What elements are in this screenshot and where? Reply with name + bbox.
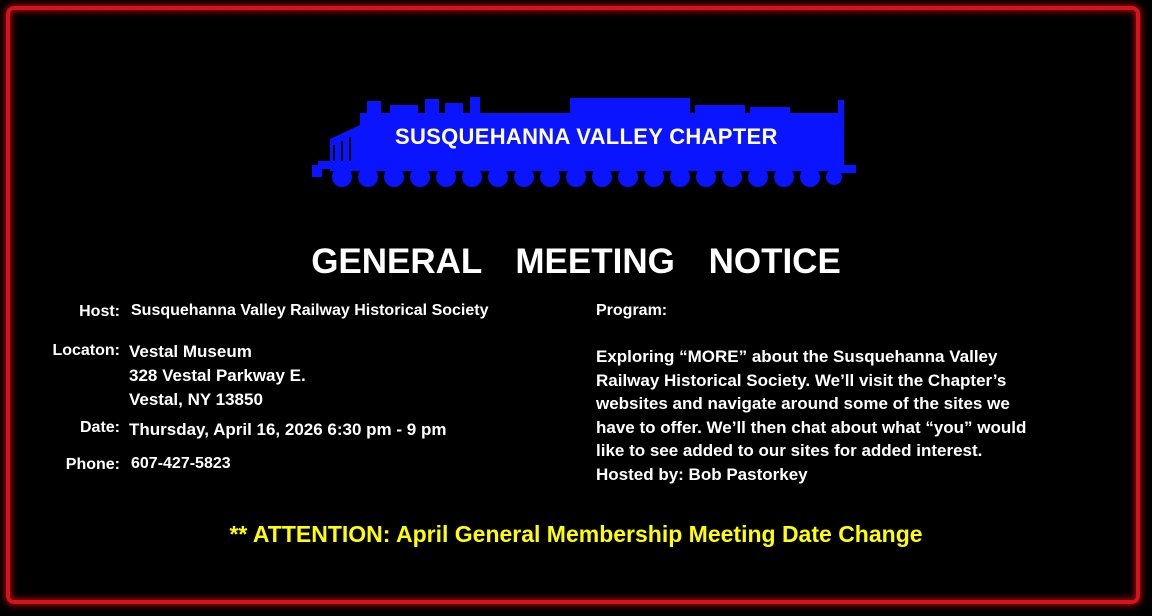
phone-label: Phone: <box>65 456 120 473</box>
phone-value: 607-427-5823 <box>131 455 231 472</box>
date-value: Thursday, April 16, 2026 6:30 pm - 9 pm <box>129 420 447 439</box>
attention-banner: ** ATTENTION: April General Membership Meeting Date Change <box>229 521 923 547</box>
date-label: Date: <box>79 419 120 436</box>
program-label: Program: <box>596 302 668 319</box>
location-line-1: Vestal Museum <box>129 342 252 361</box>
host-value: Susquehanna Valley Railway Historical Society <box>131 302 489 319</box>
program-description: Exploring “MORE” about the Susquehanna Valley Railway Historical Society. We’ll visit the Chapter’s websites and navigate around some of the sites we have to offer. We’ll then chat about what “you” would like to see added to our sites for added interest. Hosted by: Bob Pastorkey <box>596 347 1027 484</box>
logo-chapter-text: SUSQUEHANNA VALLEY CHAPTER <box>395 124 778 149</box>
location-line-3: Vestal, NY 13850 <box>129 390 263 409</box>
location-line-2: 328 Vestal Parkway E. <box>129 366 306 385</box>
page-title: GENERAL MEETING NOTICE <box>311 242 841 281</box>
location-label: Locaton: <box>52 342 120 359</box>
host-label: Host: <box>79 303 120 320</box>
